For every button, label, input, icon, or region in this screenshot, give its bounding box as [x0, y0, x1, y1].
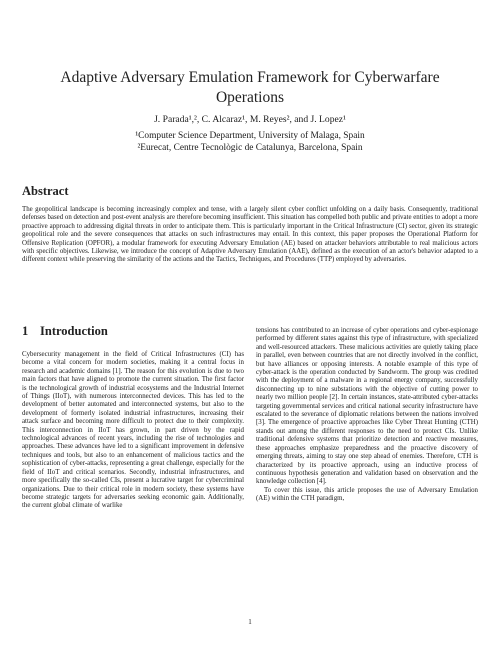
intro-right-paragraph-2: To cover this issue, this article proposes the use of Adversary Emulation (AE) within the CTH paradigm, — [256, 486, 478, 503]
page-number: 1 — [248, 618, 252, 626]
paper-title: Adaptive Adversary Emulation Framework for Cyberwarfare Operations — [60, 69, 440, 106]
intro-left-column: Cybersecurity management in the field of Critical Infrastructures (CI) has become a vital concern for modern societies, making it a central focus in research and academic domains [1]. The reason for this evolution is due to two main factors that have aligned to promote the current situation. The first factor is the technological growth of industrial ecosystems and the Industrial Internet of Things (IIoT), with numerous interconnected devices. This has led to the development of better automated and interconnected systems, but also to the development of formerly isolated industrial infrastructures, increasing their attack surface and becoming more difficult to protect due to their complexity. This interconnection in IIoT has grown, in part driven by the rapid technological advances of recent years, including the rise of technologies and approaches. These advances have led to a significant improvement in defensive techniques and tools, but also to an enhancement of malicious tactics and the sophistication of cyber-attacks, representing a great challenge, especially for the field of IIoT and critical scenarios. Secondly, industrial infrastructures, and more specifically the so-called CIs, present a lucrative target for cybercriminal organizations. Due to their critical role in modern society, these systems have become strategic targets for adversaries seeking economic gain. Additionally, the current global climate of warlike — [22, 351, 244, 510]
affiliation-1: ¹Computer Science Department, University of Malaga, Spain — [135, 131, 365, 141]
abstract-heading: Abstract — [22, 184, 69, 198]
intro-right-paragraph-1: tensions has contributed to an increase of cyber operations and cyber-espionage performed by different states against this type of infrastructure, with specialized and well-resourced attackers. These malicious activities are quietly taking place in parallel, even between countries that are not directly involved in the conflict, but have alliances or opposing interests. A notable example of this type of cyber-attack is the operation conducted by Sandworm. The group was credited with the deployment of a malware in a regional energy company, successfully disconnecting up to nine substations with the objective of cutting power to nearly two million people [2]. In certain instances, state-attributed cyber-attacks targeting governmental services and critical national security infrastructure have escalated to the severance of diplomatic relations between the nations involved [3]. The emergence of proactive approaches like Cyber Threat Hunting (CTH) stands out among the different responses to the need to protect CIs. Unlike traditional defensive systems that prioritize detection and reactive measures, these approaches emphasize preparedness and the proactive discovery of emerging threats, aiming to stay one step ahead of enemies. Therefore, CTH is characterized by its proactive approach, using an inductive process of continuous hypothesis generation and validation based on observation and the knowledge collection [4]. — [256, 327, 478, 486]
affiliations — [40, 131, 460, 154]
section-title: Introduction — [40, 324, 108, 338]
affiliation-2: ²Eurecat, Centre Tecnològic de Catalunya, Barcelona, Spain — [137, 142, 363, 153]
abstract-text: The geopolitical landscape is becoming increasingly complex and tense, with a largely silent cyber conflict unfolding on a daily basis. Consequently, traditional defenses based on detection and post-event analysis are therefore becoming insufficient. This situation has compelled both public and private entities to adopt a more proactive approach to addressing digital threats in order to anticipate them. This is particularly important in the Critical Infrastructure (CI) sector, given its strategic geopolitical role and the severe consequences that attacks on such infrastructures may entail. In this context, this paper proposes the Operational Platform for Offensive Replication (OPFOR), a modular framework for executing Adversary Emulation (AE) based on attacker behaviors attributable to real malicious actors with specific objectives. Likewise, we introduce the concept of Adaptive Adversary Emulation (AAE), defined as the execution of an actor's behavior adapted to a different context while preserving the similarity of the actions and the Tactics, Techniques, and Procedures (TTP) employed by adversaries. — [22, 206, 478, 264]
section-heading — [22, 324, 108, 338]
intro-right-column — [256, 327, 478, 504]
section-number: 1 — [22, 324, 29, 338]
author-list: J. Parada¹,², C. Alcaraz¹, M. Reyes², and J. Lopez¹ — [154, 114, 346, 125]
